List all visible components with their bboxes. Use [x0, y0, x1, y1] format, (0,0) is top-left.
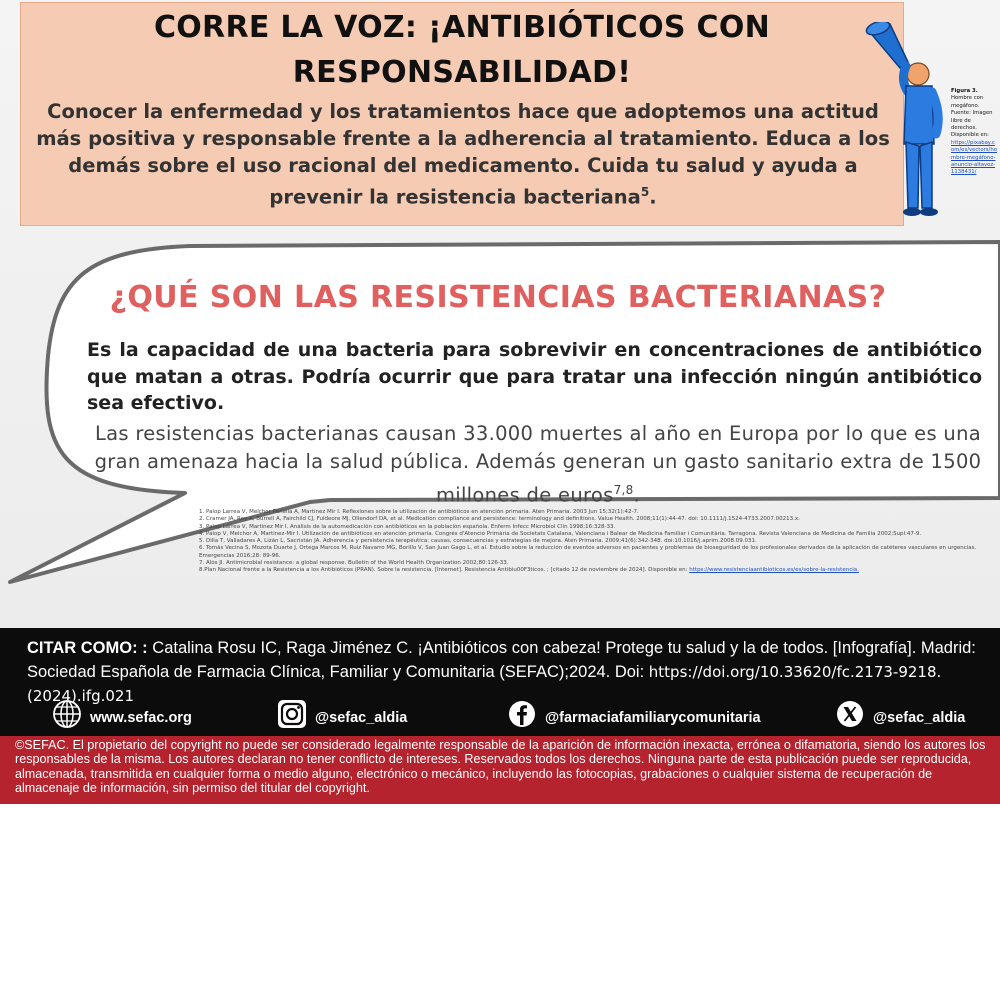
social-web[interactable]	[52, 698, 192, 730]
citation-text: Catalina Rosu IC, Raga Jiménez C. ¡Antibióticos con cabeza! Protege tu salud y la de todos. [Infografía]. Madrid: Sociedad Española de Farmacia Clínica, Familiar y Comunitaria (SEFAC);2024. Doi:	[27, 639, 976, 681]
reference-item: 2. Cramer JA, Roy A, Burrell A, Fairchild CJ, Fuldeore MJ, Ollendorf DA, et al. Medication compliance and persistence: terminology and definitions. Value Health. 2008;11(1):44-47. doi: 10.1111/j.1524-4733.2007.00213.x.	[199, 516, 800, 523]
reference-item: 5. Dilla T, Valladares A, Lizán L, Sacristán JA. Adherencia y persistencia terapéutica: causas, consecuencias y estrategias de mejora. Aten Primaria. 2009;41(6):342-348. doi:10.1016/j.aprim.2008.09.031.	[199, 538, 757, 545]
figure-caption-text: Hombre con megáfono. Fuente: Imagen libre de derechos. Disponible en:	[951, 95, 993, 139]
reference-item: 6. Tomás Vecina S, Mozota Duarte J, Ortega Marcos M, Ruiz Navarro MG, Borillo V, San Juan Gago L, et al. Estudio sobre la reducción de eventos adversos en pacientes y problemas de bioseguridad de los profesionales derivados de la aplicación de catéteres vasculares en urgencias. Emergencias 2016;28: 89-96.	[199, 545, 977, 559]
reference-8-link[interactable]: https://www.resistenciaantibioticos.es/es/sobre-la-resistencia.	[689, 567, 859, 574]
social-facebook[interactable]	[507, 698, 761, 730]
statistic-period: .	[633, 483, 641, 507]
web-label: www.sefac.org	[90, 710, 192, 726]
reference-8-text: 8.Plan Nacional frente a la Resistencia a los Antibióticos (PRAN). Sobre la resistencia. [Internet]. Resistencia Antibiu00F3ticos. ; [citado 12 de noviembre de 2024]. Disponible en:	[199, 567, 688, 574]
man-with-megaphone-illustration	[862, 22, 950, 222]
header-subtitle-text: Conocer la enfermedad y los tratamientos hace que adoptemos una actitud más positiva y responsable frente a la adherencia al tratamiento. Educa a los demás sobre el uso racional del medicamento. Cuida tu salud y ayuda a prevenir la resistencia bacteriana	[36, 100, 890, 209]
figure-caption-title: Figura 3.	[951, 88, 978, 94]
reference-item: 3. Palop Larrea V, Martínez Mir I. Análisis de la automedicación con antibióticos en la población española. Enferm Infecc Microbiol Clin 1998;16:328-33.	[199, 523, 616, 530]
statistic-refs: 7,8	[613, 483, 634, 497]
header-subtitle-ref: 5	[640, 185, 650, 199]
x-label: @sefac_aldia	[873, 710, 966, 726]
facebook-icon	[507, 699, 537, 729]
citation-label: CITAR COMO: :	[27, 639, 148, 657]
resistance-definition: Es la capacidad de una bacteria para sobrevivir en concentraciones de antibiótico que matan a otras. Podría ocurrir que para tratar una infección ningún antibiótico sea efectivo.	[87, 339, 982, 414]
header-subtitle-period: .	[649, 185, 657, 209]
globe-icon	[52, 699, 82, 729]
bubble-title: ¿QUÉ SON LAS RESISTENCIAS BACTERIANAS?	[109, 280, 887, 315]
instagram-label: @sefac_aldia	[315, 710, 408, 726]
header-subtitle	[35, 98, 891, 211]
facebook-label: @farmaciafamiliarycomunitaria	[545, 710, 761, 726]
social-x[interactable]	[835, 698, 965, 730]
reference-item-8	[199, 567, 1000, 574]
header-box	[20, 2, 904, 226]
citation-doi[interactable]: https://doi.org/10.33620/fc.2173-9218.(2024).ifg.021	[27, 663, 942, 705]
copyright-notice: ©SEFAC. El propietario del copyright no puede ser considerado legalmente responsable de la aparición de información inexacta, errónea o difamatoria, siendo los autores los responsables de la misma. Los autores declaran no tener conflicto de intereses. Reservados todos los derechos. Ninguna parte de esta publicación puede ser reproducida, almacenada, transmitida en cualquier forma o medio alguno, electrónico o mecánico, incluyendo las fotocopias, grabaciones o cualquier sistema de recuperación de almacenaje de información, sin permiso del titular del copyright.	[15, 738, 986, 795]
social-instagram[interactable]	[277, 698, 407, 730]
statistic-text: Las resistencias bacterianas causan 33.000 muertes al año en Europa por lo que es una gran amenaza hacia la salud pública. Además generan un gasto sanitario extra de 1500 millones de euros	[94, 422, 982, 507]
resistance-statistic	[82, 420, 994, 510]
figure-caption-link[interactable]: https://pixabay.com/es/vectors/hombre-megáfono-anuncio-altavoz-1138431/	[951, 139, 997, 176]
reference-item: 7. Alós JI. Antimicrobial resistance: a global response. Bulletin of the World Health Organization 2002;80:126-33.	[199, 560, 509, 567]
references-list	[199, 509, 1000, 575]
reference-item: 1. Palop Larrea V, Melchor Penella A, Martínez Mir I. Reflexiones sobre la utilización de antibióticos en atención primaria. Aten Primaria. 2003 Jun 15;32(1):42-7.	[199, 509, 639, 515]
x-icon	[835, 699, 865, 729]
megaphone-man-icon	[862, 22, 950, 222]
reference-item: 4. Palop V, Melchor A, Martínez-Mir I. Utilización de antibióticos en atención primaria. Congrés d'Atenció Primària de Societats Catalana, Valenciana i Balear de Medicina Familiar i Comunitària. Tarragona. Revista Valenciana de Medicina de Familia 2002;Supl:47-9.	[199, 530, 922, 537]
page-title: CORRE LA VOZ: ¡ANTIBIÓTICOS CON RESPONSABILIDAD!	[153, 10, 771, 90]
figure-caption	[951, 88, 997, 177]
instagram-icon	[277, 699, 307, 729]
